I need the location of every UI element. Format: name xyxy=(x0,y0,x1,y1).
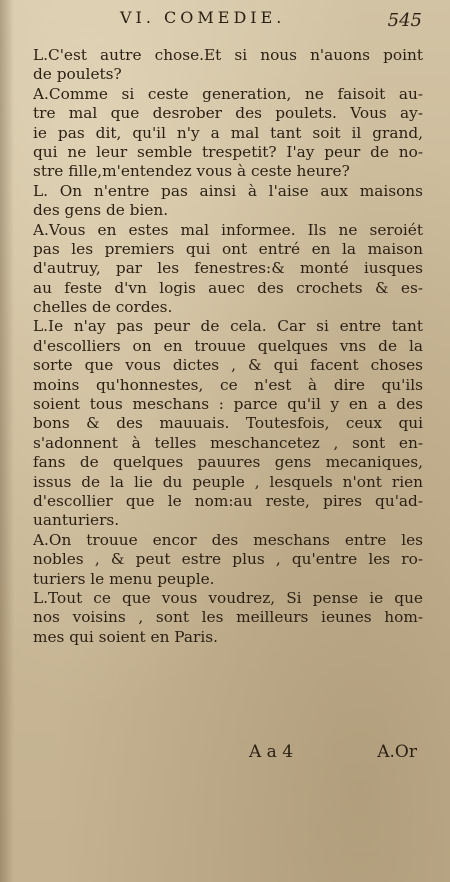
text-line: sorte que vous dictes , & qui facent choses xyxy=(33,356,423,375)
text-line: nos voisins , sont les meilleurs ieunes hom- xyxy=(33,608,423,627)
text-line: stre fille,m'entendez vous à ceste heure? xyxy=(33,162,350,181)
text-line: A.On trouue encor des meschans entre les xyxy=(33,530,423,549)
text-line: uanturiers. xyxy=(33,511,120,530)
text-line: ie pas dit, qu'il n'y a mal tant soit il grand, xyxy=(33,123,423,142)
text-line: chelles de cordes. xyxy=(33,298,173,317)
text-line: L. On n'entre pas ainsi à l'aise aux maisons xyxy=(33,181,423,200)
text-line: turiers le menu peuple. xyxy=(33,569,215,588)
page-number: 545 xyxy=(387,10,422,31)
text-line: mes qui soient en Paris. xyxy=(33,627,218,646)
text-line: soient tous meschans : parce qu'il y en a des xyxy=(33,395,423,414)
text-line: pas les premiers qui ont entré en la maison xyxy=(33,239,423,258)
text-line: au feste d'vn logis auec des crochets & es- xyxy=(33,278,423,297)
text-line: bons & des mauuais. Toutesfois, ceux qui xyxy=(33,414,423,433)
catchword: A.Or xyxy=(377,742,417,762)
text-line: nobles , & peut estre plus , qu'entre les ro- xyxy=(33,550,423,569)
text-line: moins qu'honnestes, ce n'est à dire qu'ils xyxy=(33,375,423,394)
text-line: des gens de bien. xyxy=(33,201,169,220)
signature-mark: A a 4 xyxy=(249,742,294,762)
text-line: L.Ie n'ay pas peur de cela. Car si entre tant xyxy=(33,317,423,336)
page-header xyxy=(40,8,422,38)
text-line: A.Comme si ceste generation, ne faisoit au- xyxy=(33,84,423,103)
running-head: VI. COMEDIE. xyxy=(120,8,286,27)
text-line: L.C'est autre chose.Et si nous n'auons point xyxy=(33,46,423,64)
text-line: d'autruy, par les fenestres:& monté iusques xyxy=(33,259,423,278)
text-line: L.Tout ce que vous voudrez, Si pense ie que xyxy=(33,588,423,607)
text-block xyxy=(33,46,423,647)
text-line: s'adonnent à telles meschancetez , sont en- xyxy=(33,433,423,452)
page-footer xyxy=(33,742,423,768)
text-line: issus de la lie du peuple , lesquels n'ont rien xyxy=(33,472,423,491)
text-line: A.Vous en estes mal informee. Ils ne seroiét xyxy=(33,220,423,239)
text-line: de poulets? xyxy=(33,65,122,84)
text-line: d'escolliers on en trouue quelques vns de la xyxy=(33,336,423,355)
text-line: qui ne leur semble trespetit? I'ay peur de no- xyxy=(33,142,423,161)
text-line: tre mal que desrober des poulets. Vous ay- xyxy=(33,104,423,123)
page-gutter-shadow xyxy=(0,0,14,882)
text-line: fans de quelques pauures gens mecaniques, xyxy=(33,453,423,472)
text-line: d'escollier que le nom:au reste, pires qu'ad- xyxy=(33,491,423,510)
